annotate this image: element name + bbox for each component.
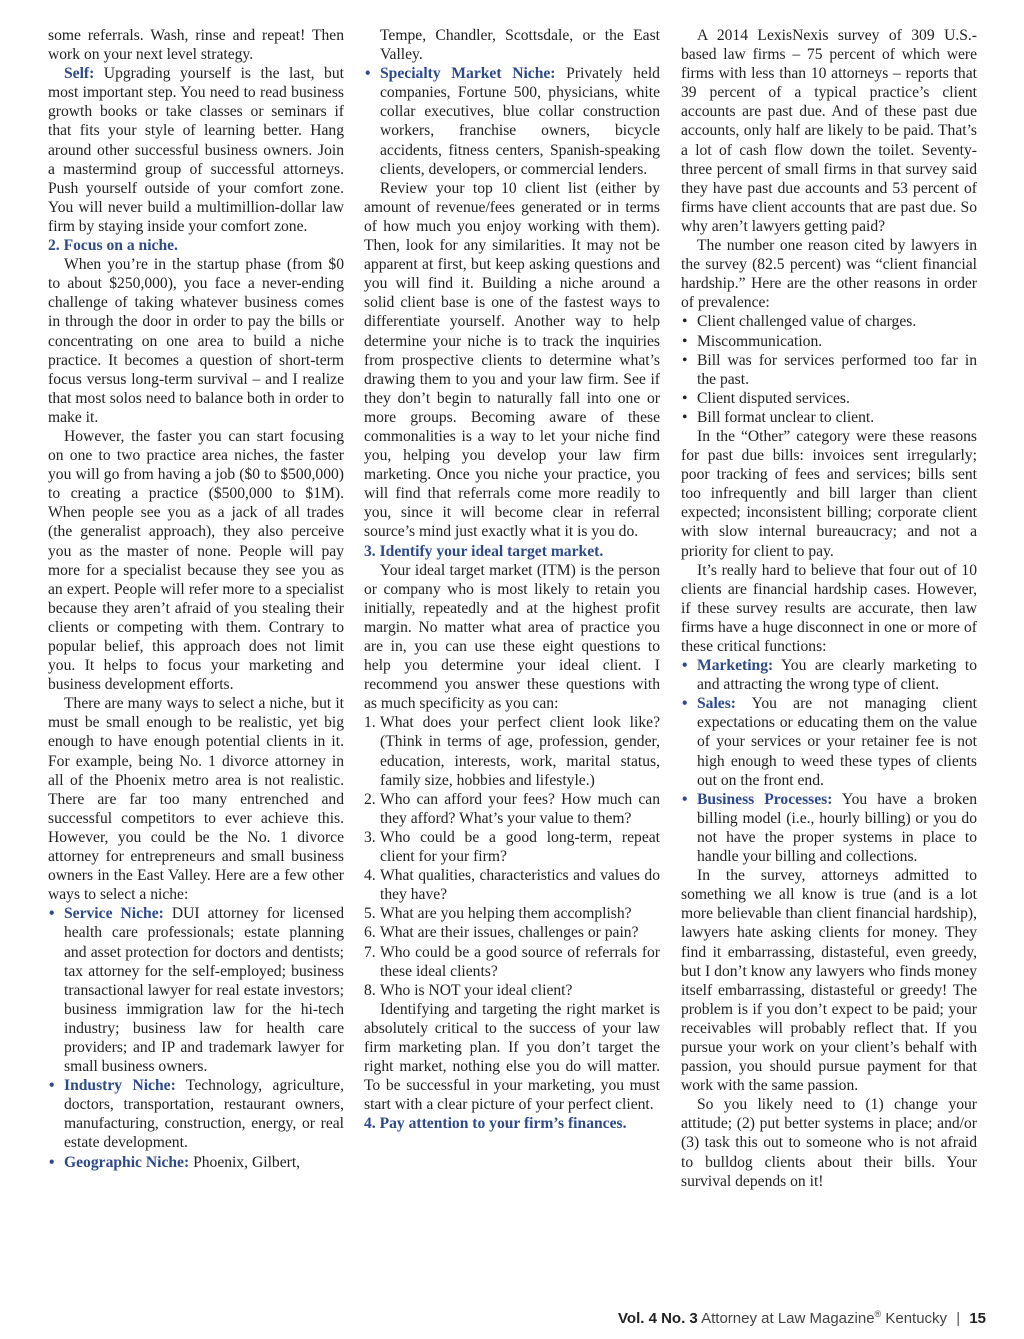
magazine-name: Attorney at Law Magazine — [701, 1310, 875, 1327]
list-item-text: Who could be a good source of referrals for these ideal clients? — [380, 943, 660, 980]
page-footer — [618, 1309, 986, 1327]
column-3 — [681, 26, 977, 1191]
paragraph: However, the faster you can start focusing on one to two practice area niches, the faster you will go from having a job ($0 to $500,000) to creating a practice ($500,000 to $1M). When people see you as a jack of all trades (the generalist approach), they also perceive you as the master of none. People will pay more for a specialist because they see you as an expert. People will refer more to a specialist because they aren’t afraid of you stealing their clients or competing with them. Contrary to popular belief, this approach does not limit you. It helps to focus your marketing and business development efforts. — [48, 427, 344, 694]
list-item — [364, 828, 660, 866]
list-item — [364, 923, 660, 942]
list-item-text: What does your perfect client look like? (Think in terms of age, profession, gender, education, interests, work, marital status, family size, hobbies and lifestyle.) — [380, 714, 660, 789]
run-in-heading: Self: — [64, 65, 95, 83]
list-number: 1. — [364, 714, 376, 732]
paragraph: In the survey, attorneys admitted to something we all know is true (and is a lot more believable than client financial hardship), lawyers hate asking clients for money. They find it embarrassing, distasteful, even greedy, but I don’t know any lawyers who finds money itself embarrassing, distasteful or greedy! The problem is if you don’t expect to be paid; your receivables will probably reflect that. If you pursue your work on your client’s behalf with passion, you should pursue payment for that work with the same passion. — [681, 867, 977, 1095]
paragraph: It’s really hard to believe that four out of 10 clients are financial hardship cases. However, if these survey results are accurate, then law firms have a huge disconnect in one or more of these critical functions: — [681, 561, 977, 655]
list-item-text: You are not managing client expectations or educating them on the value of your services or your retainer fee is not high enough to weed these types of clients out on the front end. — [697, 695, 977, 789]
list-number: 5. — [364, 905, 376, 923]
list-item-text: You have a broken billing model (i.e., hourly billing) or you do not have the proper systems in place to handle your billing and collections. — [697, 790, 977, 866]
paragraph: Identifying and targeting the right market is absolutely critical to the success of your law firm marketing plan. If you don’t target the right market, nothing else you do will matter. To be successful in your marketing, you must start with a clear picture of your perfect client. — [364, 1000, 660, 1114]
paragraph: In the “Other” category were these reasons for past due bills: invoices sent irregularly; poor tracking of fees and services; bills sent too infrequently and bill larger than client expected; inconsistent billing; corporate client with slow internal bureaucracy; and not a priority for client to pay. — [681, 427, 977, 560]
list-item — [364, 790, 660, 828]
list-item — [364, 64, 660, 179]
column-2 — [364, 26, 660, 1133]
list-number: 3. — [364, 828, 376, 846]
list-item — [681, 656, 977, 694]
section-heading: 3. Identify your ideal target market. — [364, 542, 604, 560]
registered-mark: ® — [874, 1309, 882, 1319]
list-item: • Miscommunication. — [681, 332, 977, 351]
list-item-text: What are their issues, challenges or pain? — [380, 924, 639, 942]
list-number: 8. — [364, 981, 376, 999]
list-item — [48, 1153, 344, 1172]
list-item: • Bill format unclear to client. — [681, 408, 977, 427]
run-in-heading: Geographic Niche: — [64, 1153, 190, 1171]
paragraph: Review your top 10 client list (either by amount of revenue/fees generated or in terms of how much you enjoy working with them). Then, look for any similarities. It may not be apparent at first, but keep asking questions and you will find it. Building a niche around a solid client base is one of the fastest ways to differentiate yourself. Another way to help determine your niche is to track the inquiries from prospective clients to determine what’s drawing them to you and your law firm. See if they don’t begin to naturally fall into one or more groups. Becoming aware of these commonalities is a way to let your niche find you, helping you develop your law firm marketing. Once you niche your practice, you will find that referrals come more readily to you, since it will become clear in referral source’s mind just exactly what it is you do. — [364, 179, 660, 541]
niche-list-continued — [364, 26, 660, 179]
list-item: • Client challenged value of charges. — [681, 312, 977, 331]
paragraph: So you likely need to (1) change your attitude; (2) put better systems in place; and/or (3) task this out to someone who is not afraid to bulldog clients about their bills. Your survival depends on it! — [681, 1096, 977, 1190]
paragraph: Your ideal target market (ITM) is the person or company who is most likely to retain you initially, repeatedly and at the highest profit margin. No matter what area of practice you are in, you can use these eight questions to help you determine your ideal client. I recommend you answer these questions with as much specificity as you can: — [364, 561, 660, 713]
list-item-text: You are clearly marketing to and attracting the wrong type of client. — [697, 657, 977, 694]
paragraph: some referrals. Wash, rinse and repeat! Then work on your next level strategy. — [48, 27, 344, 64]
list-item — [364, 713, 660, 789]
niche-list — [48, 904, 344, 1171]
list-item-text: Who could be a good long-term, repeat client for your firm? — [380, 828, 660, 866]
list-item — [364, 981, 660, 1000]
paragraph: The number one reason cited by lawyers in the survey (82.5 percent) was “client financial hardship.” Here are the other reasons in order of prevalence: — [681, 237, 977, 312]
list-item-text: What are you helping them accomplish? — [380, 905, 632, 923]
paragraph: When you’re in the startup phase (from $0 to about $250,000), you face a never-ending challenge of taking whatever business comes in through the door in order to pay the bills or concentrating on one area to build a niche practice. It becomes a question of short-term focus versus long-term survival – and I realize that most solos need to balance both in order to make it. — [48, 256, 344, 426]
run-in-heading: Marketing: — [697, 657, 774, 675]
list-item-text: DUI attorney for licensed health care professionals; estate planning and asset protection for doctors and dentists; tax attorney for the self-employed; business transactional lawyer for real estate investors; business immigration law for the hi-tech industry; business law for health care providers; and IP and trademark lawyer for small business owners. — [64, 905, 344, 1076]
list-item: • Bill was for services performed too far in the past. — [681, 351, 977, 389]
paragraph: A 2014 LexisNexis survey of 309 U.S.-based law firms – 75 percent of which were firms with less than 10 attorneys – reports that 39 percent of a typical practice’s client accounts are past due. And of these past due accounts, only half are likely to be paid. That’s a lot of cash flow down the toilet. Seventy-three percent of small firms in that survey said they have past due accounts and 53 percent of firms have client accounts that are past due. So why aren’t lawyers getting paid? — [681, 27, 977, 235]
paragraph-self — [48, 64, 344, 236]
section-heading: 4. Pay attention to your firm’s finances. — [364, 1115, 627, 1133]
footer-separator: | — [956, 1310, 961, 1327]
question-list — [364, 713, 660, 999]
paragraph: There are many ways to select a niche, but it must be small enough to be realistic, yet big enough to have enough potential clients in it. For example, being No. 1 divorce attorney in all of the Phoenix metro area is not realistic. There are far too many entrenched and successful competitors to ever achieve this. However, you could be the No. 1 divorce attorney for entrepreneurs and small business owners in the East Valley. Here are a few other ways to select a niche: — [48, 695, 344, 904]
list-item-text: Who can afford your fees? How much can they afford? What’s your value to them? — [380, 790, 660, 827]
section-heading: 2. Focus on a niche. — [48, 237, 178, 255]
list-number: 7. — [364, 943, 376, 961]
list-item — [681, 694, 977, 789]
list-number: 6. — [364, 924, 376, 942]
list-item — [364, 866, 660, 904]
run-in-heading: Sales: — [697, 695, 736, 713]
list-item — [364, 904, 660, 923]
list-item — [364, 943, 660, 981]
list-item-text: Who is NOT your ideal client? — [380, 981, 573, 999]
list-item-text: What qualities, characteristics and values do they have? — [380, 867, 660, 904]
list-item — [681, 790, 977, 866]
column-1 — [48, 26, 344, 1172]
list-item — [48, 904, 344, 1076]
list-item-text: Phoenix, Gilbert, — [189, 1153, 301, 1171]
paragraph-text: Upgrading yourself is the last, but most important step. You need to read business growth books or take classes or seminars if that fits your style of learning better. Hang around other successful business owners. Join a mastermind group of successful attorneys. Push yourself outside of your comfort zone. You will never build a multimillion-dollar law firm by staying inside your comfort zone. — [48, 65, 344, 235]
list-item-text: Privately held companies, Fortune 500, physicians, white collar executives, blue collar construction workers, franchise owners, bicycle accidents, fitness centers, Spanish-speaking clients, developers, or commercial lenders. — [380, 65, 660, 178]
run-in-heading: Industry Niche: — [64, 1077, 176, 1095]
run-in-heading: Business Processes: — [697, 790, 833, 808]
run-in-heading: Specialty Market Niche: — [380, 65, 556, 83]
issue-number: Vol. 4 No. 3 — [618, 1310, 698, 1327]
list-item — [48, 1076, 344, 1152]
list-item-text: Tempe, Chandler, Scottsdale, or the East Valley. — [380, 27, 660, 64]
list-item-text: Technology, agriculture, doctors, transportation, restaurant owners, manufacturing, construction, energy, or real estate development. — [64, 1077, 344, 1152]
list-item: • Client disputed services. — [681, 389, 977, 408]
list-number: 4. — [364, 867, 376, 885]
list-item-continuation — [364, 26, 660, 64]
reasons-list — [681, 312, 977, 427]
run-in-heading: Service Niche: — [64, 905, 164, 923]
functions-list — [681, 656, 977, 866]
list-number: 2. — [364, 790, 376, 808]
page-number: 15 — [969, 1310, 986, 1327]
magazine-edition: Kentucky — [881, 1310, 948, 1327]
